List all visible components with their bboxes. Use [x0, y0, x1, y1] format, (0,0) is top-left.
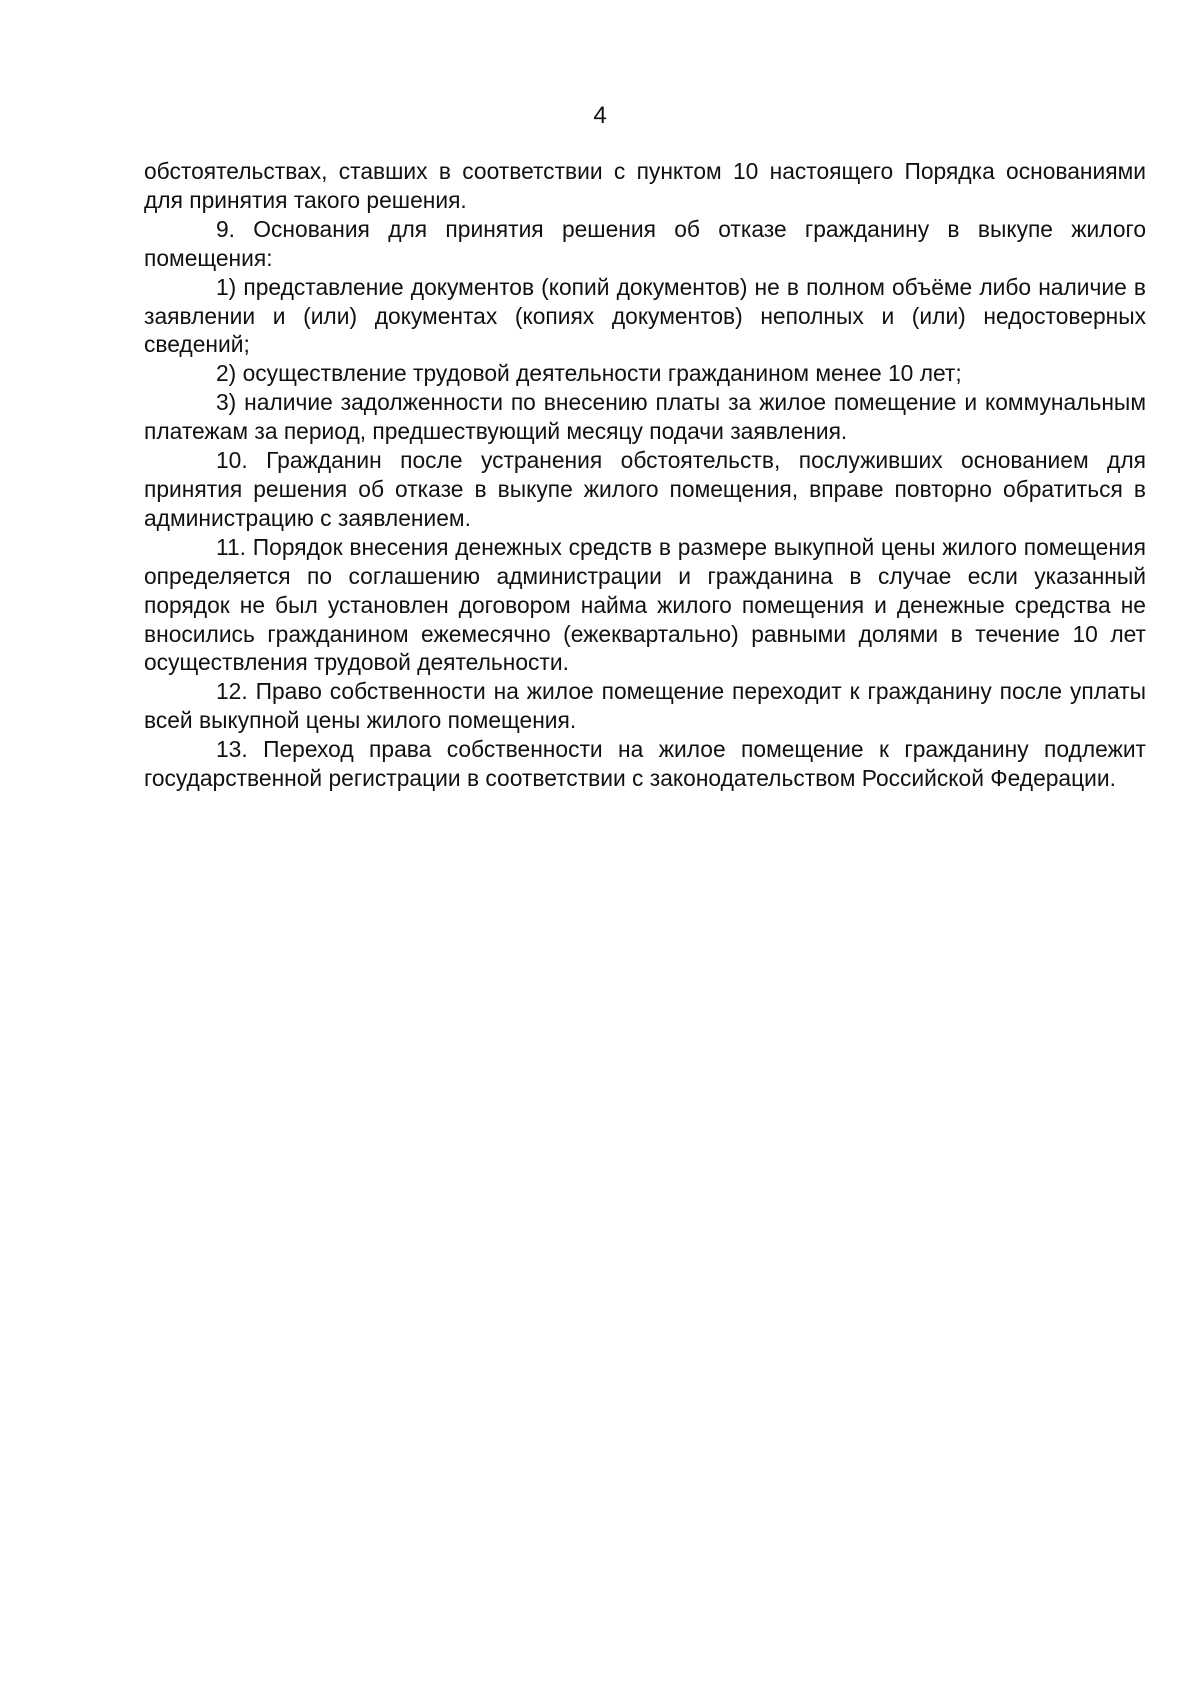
- paragraph-subitem-3: 3) наличие задолженности по внесению платы за жилое помещение и коммунальным платежам за период, предшествующий месяцу подачи заявления.: [144, 389, 1146, 445]
- paragraph-item-9: 9. Основания для принятия решения об отказе гражданину в выкупе жилого помещения:: [144, 215, 1146, 271]
- paragraph-item-13: 13. Переход права собственности на жилое помещение к гражданину подлежит государственной регистрации в соответствии с законодательством Российской Федерации.: [144, 736, 1146, 792]
- paragraph-continuation: обстоятельствах, ставших в соответствии с пунктом 10 настоящего Порядка основаниями для принятия такого решения.: [144, 158, 1146, 213]
- page-number: 4: [593, 102, 607, 129]
- paragraph-item-12: 12. Право собственности на жилое помещение переходит к гражданину после уплаты всей выкупной цены жилого помещения.: [144, 678, 1146, 734]
- paragraph-subitem-2: 2) осуществление трудовой деятельности гражданином менее 10 лет;: [216, 360, 962, 387]
- paragraph-item-11: 11. Порядок внесения денежных средств в размере выкупной цены жилого помещения определяется по соглашению администрации и гражданина в случае если указанный порядок не был установлен договором найма жилого помещения и денежные средства не вносились гражданином ежемесячно (ежеквартально) равными долями в течение 10 лет осуществления трудовой деятельности.: [144, 533, 1146, 676]
- paragraph-item-10: 10. Гражданин после устранения обстоятельств, послуживших основанием для принятия решения об отказе в выкупе жилого помещения, вправе повторно обратиться в администрацию с заявлением.: [144, 447, 1146, 531]
- paragraph-subitem-1: 1) представление документов (копий документов) не в полном объёме либо наличие в заявлении и (или) документах (копиях документов) неполных и (или) недостоверных сведений;: [144, 273, 1146, 358]
- document-body: [144, 157, 1146, 793]
